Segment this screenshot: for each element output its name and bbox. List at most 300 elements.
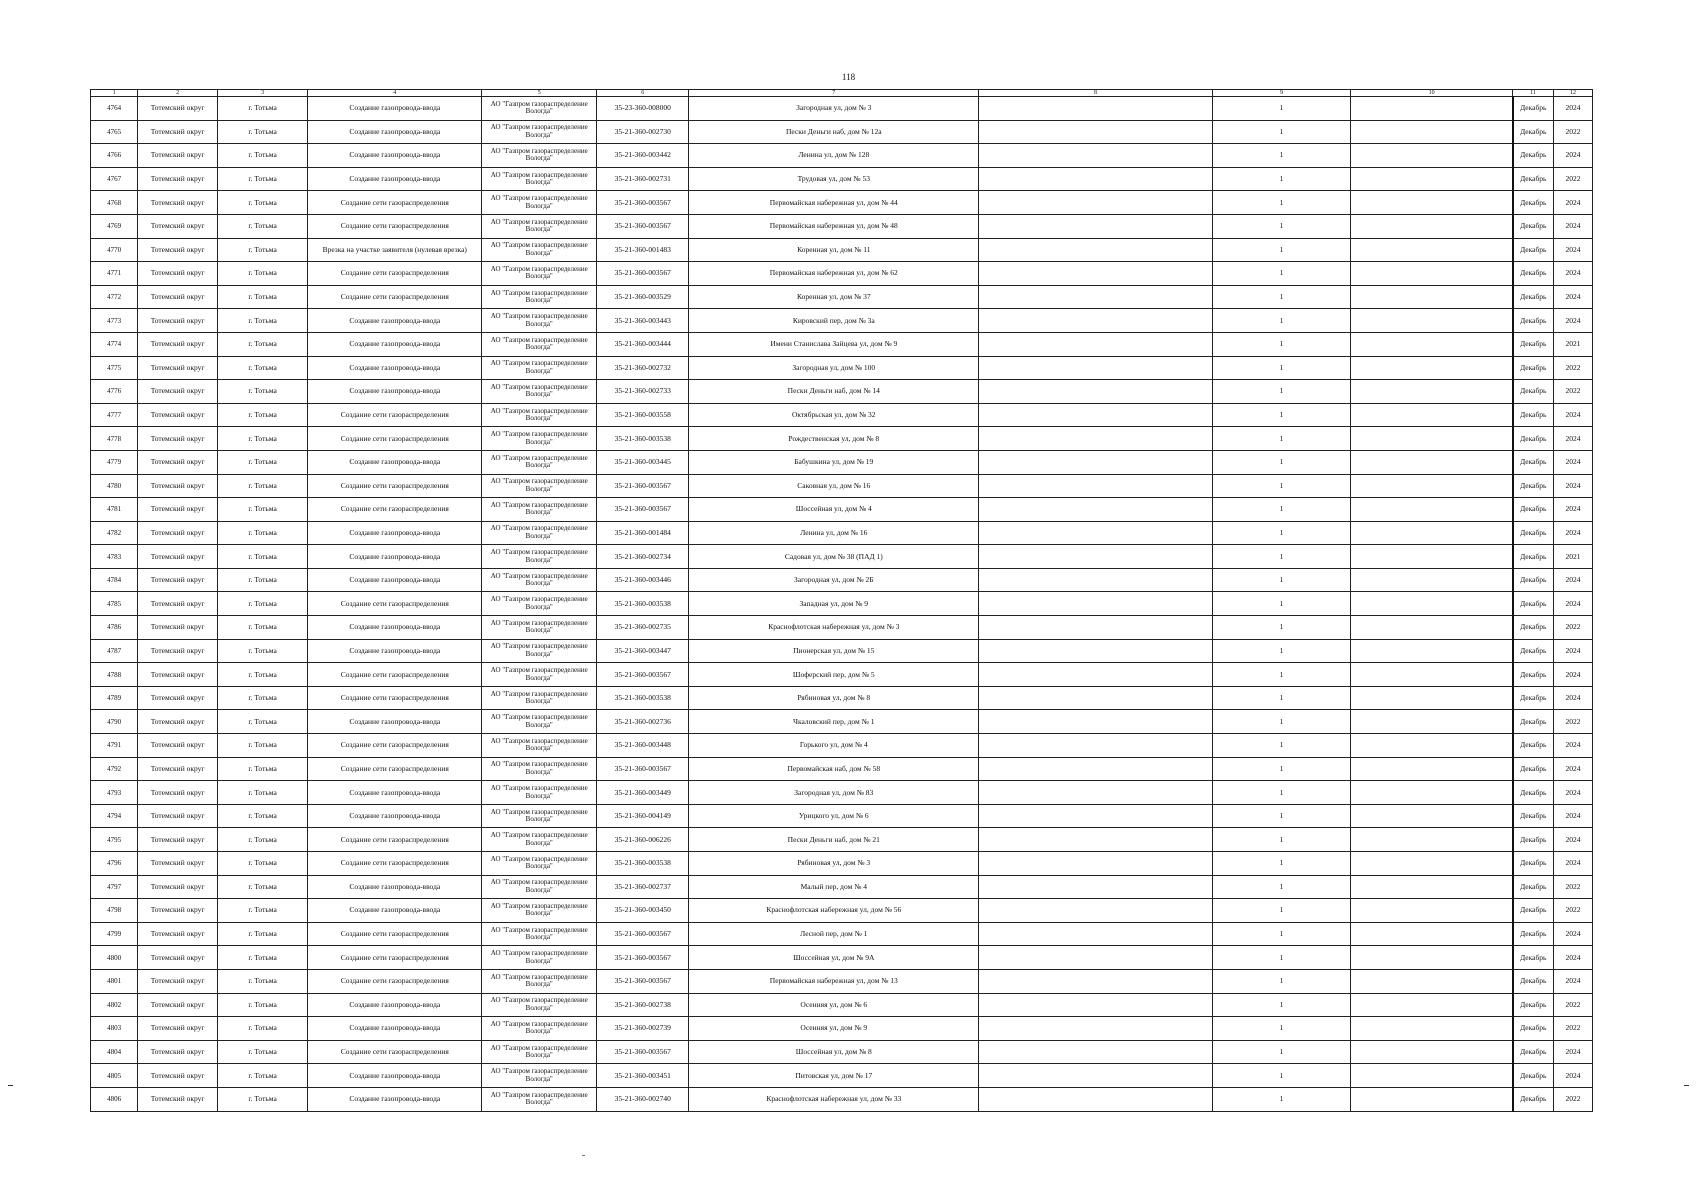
work-type-cell: Создание газопровода-ввода <box>308 120 482 144</box>
table-row <box>91 545 1593 569</box>
empty-cell-8 <box>979 946 1213 970</box>
district-cell: Тотемский округ <box>138 1017 218 1041</box>
object-code-cell: 35-21-360-003567 <box>597 922 689 946</box>
row-number-cell: 4802 <box>91 993 138 1017</box>
row-number-cell: 4787 <box>91 639 138 663</box>
empty-cell-8 <box>979 167 1213 191</box>
address-cell: Кировский пер, дом № 3а <box>689 309 979 333</box>
district-cell: Тотемский округ <box>138 734 218 758</box>
empty-cell-8 <box>979 332 1213 356</box>
address-cell: Шоссейная ул, дом № 9А <box>689 946 979 970</box>
district-cell: Тотемский округ <box>138 120 218 144</box>
table-row <box>91 521 1593 545</box>
year-cell: 2024 <box>1554 214 1593 238</box>
year-cell: 2024 <box>1554 1040 1593 1064</box>
table-row <box>91 1017 1593 1041</box>
year-cell: 2022 <box>1554 616 1593 640</box>
table-row <box>91 97 1593 121</box>
table-row <box>91 262 1593 286</box>
empty-cell-10 <box>1351 993 1513 1017</box>
month-cell: Декабрь <box>1513 427 1554 451</box>
work-type-cell: Создание сети газораспределения <box>308 403 482 427</box>
object-code-cell: 35-21-360-003538 <box>597 686 689 710</box>
empty-cell-8 <box>979 191 1213 215</box>
district-cell: Тотемский округ <box>138 545 218 569</box>
row-number-cell: 4775 <box>91 356 138 380</box>
row-number-cell: 4777 <box>91 403 138 427</box>
row-number-cell: 4770 <box>91 238 138 262</box>
district-cell: Тотемский округ <box>138 191 218 215</box>
organization-cell: АО "Газпром газораспределение Вологда" <box>482 993 597 1017</box>
year-cell: 2024 <box>1554 450 1593 474</box>
address-cell: Первомайская набережная ул, дом № 48 <box>689 214 979 238</box>
empty-cell-8 <box>979 1017 1213 1041</box>
district-cell: Тотемский округ <box>138 993 218 1017</box>
work-type-cell: Создание газопровода-ввода <box>308 309 482 333</box>
table-row <box>91 592 1593 616</box>
district-cell: Тотемский округ <box>138 403 218 427</box>
work-type-cell: Создание сети газораспределения <box>308 592 482 616</box>
table-row <box>91 380 1593 404</box>
quantity-cell: 1 <box>1212 922 1350 946</box>
empty-cell-10 <box>1351 663 1513 687</box>
empty-cell-10 <box>1351 734 1513 758</box>
quantity-cell: 1 <box>1212 97 1350 121</box>
quantity-cell: 1 <box>1212 639 1350 663</box>
empty-cell-8 <box>979 356 1213 380</box>
city-cell: г. Тотьма <box>218 356 308 380</box>
table-row <box>91 450 1593 474</box>
month-cell: Декабрь <box>1513 686 1554 710</box>
quantity-cell: 1 <box>1212 214 1350 238</box>
year-cell: 2022 <box>1554 167 1593 191</box>
object-code-cell: 35-21-360-002732 <box>597 356 689 380</box>
work-type-cell: Создание газопровода-ввода <box>308 899 482 923</box>
month-cell: Декабрь <box>1513 97 1554 121</box>
work-type-cell: Создание сети газораспределения <box>308 663 482 687</box>
district-cell: Тотемский округ <box>138 262 218 286</box>
row-number-cell: 4800 <box>91 946 138 970</box>
empty-cell-8 <box>979 309 1213 333</box>
year-cell: 2024 <box>1554 686 1593 710</box>
work-type-cell: Создание газопровода-ввода <box>308 804 482 828</box>
city-cell: г. Тотьма <box>218 568 308 592</box>
row-number-cell: 4804 <box>91 1040 138 1064</box>
object-code-cell: 35-21-360-003538 <box>597 592 689 616</box>
year-cell: 2022 <box>1554 875 1593 899</box>
address-cell: Первомайская набережная ул, дом № 62 <box>689 262 979 286</box>
empty-cell-8 <box>979 781 1213 805</box>
empty-cell-8 <box>979 568 1213 592</box>
address-cell: Рождественская ул, дом № 8 <box>689 427 979 451</box>
organization-cell: АО "Газпром газораспределение Вологда" <box>482 1087 597 1111</box>
work-type-cell: Создание сети газораспределения <box>308 191 482 215</box>
year-cell: 2024 <box>1554 781 1593 805</box>
empty-cell-8 <box>979 97 1213 121</box>
district-cell: Тотемский округ <box>138 238 218 262</box>
city-cell: г. Тотьма <box>218 686 308 710</box>
organization-cell: АО "Газпром газораспределение Вологда" <box>482 781 597 805</box>
table-row <box>91 899 1593 923</box>
district-cell: Тотемский округ <box>138 686 218 710</box>
year-cell: 2024 <box>1554 144 1593 168</box>
organization-cell: АО "Газпром газораспределение Вологда" <box>482 568 597 592</box>
quantity-cell: 1 <box>1212 875 1350 899</box>
object-code-cell: 35-21-360-002734 <box>597 545 689 569</box>
month-cell: Декабрь <box>1513 545 1554 569</box>
row-number-cell: 4788 <box>91 663 138 687</box>
column-number-8: 8 <box>979 90 1213 97</box>
empty-cell-8 <box>979 663 1213 687</box>
empty-cell-8 <box>979 214 1213 238</box>
city-cell: г. Тотьма <box>218 922 308 946</box>
year-cell: 2022 <box>1554 120 1593 144</box>
row-number-cell: 4805 <box>91 1064 138 1088</box>
work-type-cell: Создание сети газораспределения <box>308 734 482 758</box>
table-row <box>91 1064 1593 1088</box>
table-row <box>91 120 1593 144</box>
quantity-cell: 1 <box>1212 1064 1350 1088</box>
address-cell: Малый пер, дом № 4 <box>689 875 979 899</box>
city-cell: г. Тотьма <box>218 852 308 876</box>
address-cell: Загородная ул, дом № 2Б <box>689 568 979 592</box>
object-code-cell: 35-21-360-006226 <box>597 828 689 852</box>
row-number-cell: 4780 <box>91 474 138 498</box>
empty-cell-8 <box>979 120 1213 144</box>
empty-cell-8 <box>979 852 1213 876</box>
city-cell: г. Тотьма <box>218 781 308 805</box>
work-type-cell: Создание сети газораспределения <box>308 262 482 286</box>
year-cell: 2022 <box>1554 380 1593 404</box>
row-number-cell: 4769 <box>91 214 138 238</box>
city-cell: г. Тотьма <box>218 380 308 404</box>
month-cell: Декабрь <box>1513 899 1554 923</box>
year-cell: 2024 <box>1554 97 1593 121</box>
empty-cell-10 <box>1351 592 1513 616</box>
city-cell: г. Тотьма <box>218 1064 308 1088</box>
object-code-cell: 35-21-360-003567 <box>597 498 689 522</box>
work-type-cell: Создание газопровода-ввода <box>308 568 482 592</box>
city-cell: г. Тотьма <box>218 144 308 168</box>
object-code-cell: 35-21-360-003567 <box>597 1040 689 1064</box>
city-cell: г. Тотьма <box>218 1017 308 1041</box>
month-cell: Декабрь <box>1513 1040 1554 1064</box>
month-cell: Декабрь <box>1513 804 1554 828</box>
work-type-cell: Создание сети газораспределения <box>308 828 482 852</box>
month-cell: Декабрь <box>1513 969 1554 993</box>
month-cell: Декабрь <box>1513 616 1554 640</box>
table-row <box>91 285 1593 309</box>
empty-cell-8 <box>979 757 1213 781</box>
row-number-cell: 4786 <box>91 616 138 640</box>
row-number-cell: 4783 <box>91 545 138 569</box>
row-number-cell: 4796 <box>91 852 138 876</box>
organization-cell: АО "Газпром газораспределение Вологда" <box>482 120 597 144</box>
quantity-cell: 1 <box>1212 144 1350 168</box>
month-cell: Декабрь <box>1513 568 1554 592</box>
year-cell: 2024 <box>1554 568 1593 592</box>
month-cell: Декабрь <box>1513 1064 1554 1088</box>
organization-cell: АО "Газпром газораспределение Вологда" <box>482 1017 597 1041</box>
object-code-cell: 35-21-360-002731 <box>597 167 689 191</box>
organization-cell: АО "Газпром газораспределение Вологда" <box>482 427 597 451</box>
month-cell: Декабрь <box>1513 450 1554 474</box>
quantity-cell: 1 <box>1212 403 1350 427</box>
organization-cell: АО "Газпром газораспределение Вологда" <box>482 191 597 215</box>
quantity-cell: 1 <box>1212 238 1350 262</box>
work-type-cell: Создание сети газораспределения <box>308 474 482 498</box>
quantity-cell: 1 <box>1212 1087 1350 1111</box>
quantity-cell: 1 <box>1212 757 1350 781</box>
year-cell: 2024 <box>1554 309 1593 333</box>
work-type-cell: Создание газопровода-ввода <box>308 710 482 734</box>
empty-cell-10 <box>1351 238 1513 262</box>
work-type-cell: Создание газопровода-ввода <box>308 356 482 380</box>
empty-cell-8 <box>979 639 1213 663</box>
object-code-cell: 35-21-360-003447 <box>597 639 689 663</box>
month-cell: Декабрь <box>1513 403 1554 427</box>
address-cell: Западная ул, дом № 9 <box>689 592 979 616</box>
empty-cell-10 <box>1351 639 1513 663</box>
empty-cell-10 <box>1351 332 1513 356</box>
address-cell: Трудовая ул, дом № 53 <box>689 167 979 191</box>
table-row <box>91 922 1593 946</box>
district-cell: Тотемский округ <box>138 427 218 451</box>
row-number-cell: 4795 <box>91 828 138 852</box>
empty-cell-10 <box>1351 686 1513 710</box>
row-number-cell: 4801 <box>91 969 138 993</box>
address-cell: Краснофлотская набережная ул, дом № 56 <box>689 899 979 923</box>
work-type-cell: Создание сети газораспределения <box>308 1040 482 1064</box>
table-row <box>91 734 1593 758</box>
empty-cell-8 <box>979 380 1213 404</box>
quantity-cell: 1 <box>1212 1040 1350 1064</box>
district-cell: Тотемский округ <box>138 380 218 404</box>
empty-cell-10 <box>1351 1017 1513 1041</box>
quantity-cell: 1 <box>1212 781 1350 805</box>
city-cell: г. Тотьма <box>218 1087 308 1111</box>
table-row <box>91 875 1593 899</box>
empty-cell-10 <box>1351 214 1513 238</box>
month-cell: Декабрь <box>1513 380 1554 404</box>
organization-cell: АО "Газпром газораспределение Вологда" <box>482 238 597 262</box>
month-cell: Декабрь <box>1513 356 1554 380</box>
month-cell: Декабрь <box>1513 639 1554 663</box>
object-code-cell: 35-21-360-003567 <box>597 262 689 286</box>
empty-cell-8 <box>979 427 1213 451</box>
registry-body <box>91 90 1593 1112</box>
address-cell: Октябрьская ул, дом № 32 <box>689 403 979 427</box>
quantity-cell: 1 <box>1212 474 1350 498</box>
district-cell: Тотемский округ <box>138 450 218 474</box>
month-cell: Декабрь <box>1513 781 1554 805</box>
object-code-cell: 35-23-360-008000 <box>597 97 689 121</box>
object-code-cell: 35-21-360-002733 <box>597 380 689 404</box>
organization-cell: АО "Газпром газораспределение Вологда" <box>482 616 597 640</box>
empty-cell-10 <box>1351 568 1513 592</box>
work-type-cell: Создание сети газораспределения <box>308 214 482 238</box>
year-cell: 2024 <box>1554 262 1593 286</box>
row-number-cell: 4798 <box>91 899 138 923</box>
object-code-cell: 35-21-360-002737 <box>597 875 689 899</box>
city-cell: г. Тотьма <box>218 427 308 451</box>
row-number-cell: 4797 <box>91 875 138 899</box>
year-cell: 2024 <box>1554 663 1593 687</box>
organization-cell: АО "Газпром газораспределение Вологда" <box>482 734 597 758</box>
district-cell: Тотемский округ <box>138 1087 218 1111</box>
month-cell: Декабрь <box>1513 734 1554 758</box>
address-cell: Пески Деньги наб, дом № 21 <box>689 828 979 852</box>
object-code-cell: 35-21-360-003538 <box>597 852 689 876</box>
empty-cell-8 <box>979 804 1213 828</box>
row-number-cell: 4767 <box>91 167 138 191</box>
table-row <box>91 804 1593 828</box>
empty-cell-8 <box>979 238 1213 262</box>
organization-cell: АО "Газпром газораспределение Вологда" <box>482 663 597 687</box>
quantity-cell: 1 <box>1212 852 1350 876</box>
empty-cell-8 <box>979 285 1213 309</box>
year-cell: 2021 <box>1554 332 1593 356</box>
object-code-cell: 35-21-360-003443 <box>597 309 689 333</box>
year-cell: 2024 <box>1554 1064 1593 1088</box>
month-cell: Декабрь <box>1513 167 1554 191</box>
object-code-cell: 35-21-360-001484 <box>597 521 689 545</box>
empty-cell-10 <box>1351 781 1513 805</box>
table-row <box>91 828 1593 852</box>
empty-cell-8 <box>979 616 1213 640</box>
work-type-cell: Создание сети газораспределения <box>308 498 482 522</box>
object-code-cell: 35-21-360-003567 <box>597 969 689 993</box>
month-cell: Декабрь <box>1513 592 1554 616</box>
organization-cell: АО "Газпром газораспределение Вологда" <box>482 474 597 498</box>
empty-cell-8 <box>979 922 1213 946</box>
row-number-cell: 4791 <box>91 734 138 758</box>
work-type-cell: Создание газопровода-ввода <box>308 545 482 569</box>
column-number-7: 7 <box>689 90 979 97</box>
row-number-cell: 4768 <box>91 191 138 215</box>
city-cell: г. Тотьма <box>218 403 308 427</box>
empty-cell-8 <box>979 969 1213 993</box>
address-cell: Чкаловский пер, дом № 1 <box>689 710 979 734</box>
month-cell: Декабрь <box>1513 710 1554 734</box>
empty-cell-8 <box>979 474 1213 498</box>
work-type-cell: Создание сети газораспределения <box>308 969 482 993</box>
city-cell: г. Тотьма <box>218 616 308 640</box>
district-cell: Тотемский округ <box>138 285 218 309</box>
year-cell: 2024 <box>1554 734 1593 758</box>
table-row <box>91 946 1593 970</box>
year-cell: 2024 <box>1554 238 1593 262</box>
row-number-cell: 4766 <box>91 144 138 168</box>
quantity-cell: 1 <box>1212 191 1350 215</box>
month-cell: Декабрь <box>1513 144 1554 168</box>
address-cell: Осенняя ул, дом № 6 <box>689 993 979 1017</box>
quantity-cell: 1 <box>1212 498 1350 522</box>
quantity-cell: 1 <box>1212 993 1350 1017</box>
organization-cell: АО "Газпром газораспределение Вологда" <box>482 285 597 309</box>
column-number-4: 4 <box>308 90 482 97</box>
year-cell: 2024 <box>1554 285 1593 309</box>
year-cell: 2022 <box>1554 1087 1593 1111</box>
work-type-cell: Создание газопровода-ввода <box>308 993 482 1017</box>
year-cell: 2024 <box>1554 757 1593 781</box>
district-cell: Тотемский округ <box>138 804 218 828</box>
district-cell: Тотемский округ <box>138 521 218 545</box>
year-cell: 2024 <box>1554 969 1593 993</box>
month-cell: Декабрь <box>1513 309 1554 333</box>
district-cell: Тотемский округ <box>138 922 218 946</box>
city-cell: г. Тотьма <box>218 498 308 522</box>
work-type-cell: Создание газопровода-ввода <box>308 144 482 168</box>
empty-cell-10 <box>1351 309 1513 333</box>
district-cell: Тотемский округ <box>138 852 218 876</box>
table-row <box>91 993 1593 1017</box>
year-cell: 2024 <box>1554 804 1593 828</box>
city-cell: г. Тотьма <box>218 592 308 616</box>
address-cell: Загородная ул, дом № 100 <box>689 356 979 380</box>
city-cell: г. Тотьма <box>218 285 308 309</box>
year-cell: 2024 <box>1554 592 1593 616</box>
city-cell: г. Тотьма <box>218 191 308 215</box>
district-cell: Тотемский округ <box>138 1040 218 1064</box>
column-number-11: 11 <box>1513 90 1554 97</box>
object-code-cell: 35-21-360-003567 <box>597 214 689 238</box>
empty-cell-8 <box>979 1087 1213 1111</box>
organization-cell: АО "Газпром газораспределение Вологда" <box>482 804 597 828</box>
quantity-cell: 1 <box>1212 262 1350 286</box>
work-type-cell: Создание газопровода-ввода <box>308 521 482 545</box>
empty-cell-10 <box>1351 403 1513 427</box>
table-row <box>91 639 1593 663</box>
year-cell: 2024 <box>1554 946 1593 970</box>
empty-cell-8 <box>979 262 1213 286</box>
empty-cell-8 <box>979 828 1213 852</box>
city-cell: г. Тотьма <box>218 545 308 569</box>
address-cell: Первомайская набережная ул, дом № 13 <box>689 969 979 993</box>
table-row <box>91 356 1593 380</box>
work-type-cell: Врезка на участке заявителя (нулевая врезка) <box>308 238 482 262</box>
row-number-cell: 4794 <box>91 804 138 828</box>
address-cell: Первомайская наб, дом № 58 <box>689 757 979 781</box>
address-cell: Загородная ул, дом № 3 <box>689 97 979 121</box>
address-cell: Первомайская набережная ул, дом № 44 <box>689 191 979 215</box>
address-cell: Питовская ул, дом № 17 <box>689 1064 979 1088</box>
empty-cell-10 <box>1351 191 1513 215</box>
work-type-cell: Создание сети газораспределения <box>308 427 482 451</box>
organization-cell: АО "Газпром газораспределение Вологда" <box>482 498 597 522</box>
month-cell: Декабрь <box>1513 946 1554 970</box>
month-cell: Декабрь <box>1513 1017 1554 1041</box>
district-cell: Тотемский округ <box>138 639 218 663</box>
empty-cell-8 <box>979 899 1213 923</box>
object-code-cell: 35-21-360-002730 <box>597 120 689 144</box>
quantity-cell: 1 <box>1212 804 1350 828</box>
quantity-cell: 1 <box>1212 710 1350 734</box>
empty-cell-8 <box>979 734 1213 758</box>
object-code-cell: 35-21-360-002740 <box>597 1087 689 1111</box>
object-code-cell: 35-21-360-003567 <box>597 663 689 687</box>
organization-cell: АО "Газпром газораспределение Вологда" <box>482 97 597 121</box>
organization-cell: АО "Газпром газораспределение Вологда" <box>482 592 597 616</box>
district-cell: Тотемский округ <box>138 356 218 380</box>
city-cell: г. Тотьма <box>218 97 308 121</box>
quantity-cell: 1 <box>1212 592 1350 616</box>
column-number-5: 5 <box>482 90 597 97</box>
city-cell: г. Тотьма <box>218 663 308 687</box>
address-cell: Шоферский пер, дом № 5 <box>689 663 979 687</box>
organization-cell: АО "Газпром газораспределение Вологда" <box>482 144 597 168</box>
table-row <box>91 238 1593 262</box>
